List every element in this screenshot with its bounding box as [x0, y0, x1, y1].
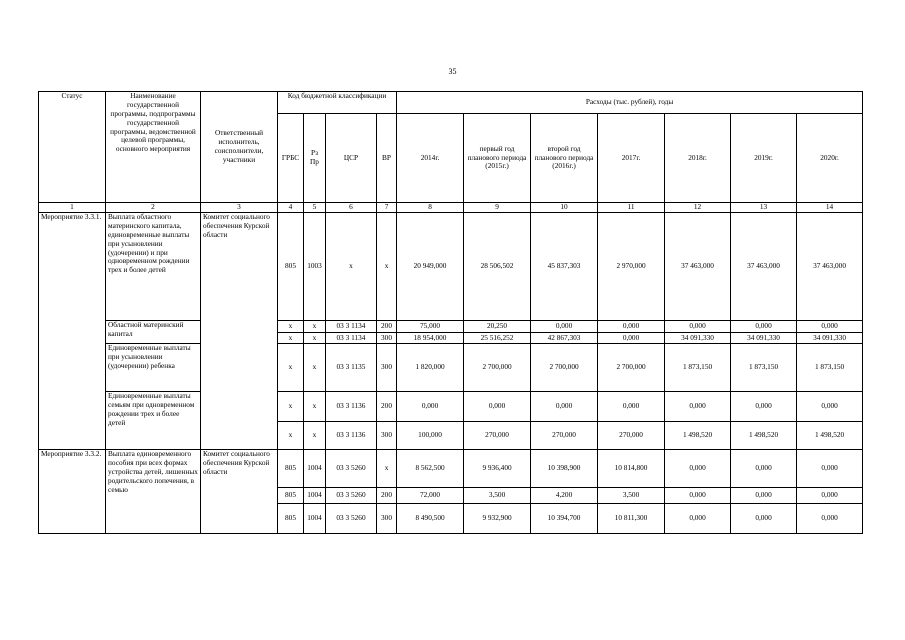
- row-name: Единовременные выплаты при усыновлении (удочерении) ребенка: [106, 344, 201, 392]
- cell-2017: 270,000: [598, 422, 665, 450]
- column-number: 11: [598, 203, 665, 213]
- header-vr: ВР: [377, 114, 397, 203]
- cell-2017: 0,000: [598, 321, 665, 333]
- header-rzpr: Рз Пр: [304, 114, 326, 203]
- cell-2018: 37 463,000: [665, 213, 731, 321]
- cell-grbs: 805: [278, 504, 304, 534]
- header-executor: Ответственный исполнитель, соисполнители, участники: [201, 92, 278, 203]
- cell-vr: 300: [377, 504, 397, 534]
- column-number: 5: [304, 203, 326, 213]
- cell-2020: 0,000: [797, 392, 863, 422]
- cell-2015: 20,250: [464, 321, 531, 333]
- cell-rzpr: 1003: [304, 213, 326, 321]
- cell-2020: 1 498,520: [797, 422, 863, 450]
- cell-2016: 0,000: [531, 321, 598, 333]
- cell-csr: 03 3 1135: [326, 344, 377, 392]
- cell-2019: 0,000: [731, 392, 797, 422]
- header-2018: 2018г.: [665, 114, 731, 203]
- cell-rzpr: x: [304, 422, 326, 450]
- cell-rzpr: x: [304, 392, 326, 422]
- cell-2017: 10 814,800: [598, 450, 665, 488]
- cell-2015: 28 506,502: [464, 213, 531, 321]
- cell-rzpr: 1004: [304, 488, 326, 504]
- cell-2018: 0,000: [665, 488, 731, 504]
- cell-grbs: 805: [278, 488, 304, 504]
- cell-grbs: x: [278, 333, 304, 344]
- cell-2019: 34 091,330: [731, 333, 797, 344]
- row-name: Выплата областного материнского капитала, единовременные выплаты при усыновлении (удочерении) и при одновременном рождении трех и более детей: [106, 213, 201, 321]
- cell-2016: 45 837,303: [531, 213, 598, 321]
- cell-2018: 1 498,520: [665, 422, 731, 450]
- cell-2018: 34 091,330: [665, 333, 731, 344]
- row-status: Мероприятие 3.3.2.: [39, 450, 106, 534]
- page-number: 35: [448, 67, 457, 76]
- cell-2015: 270,000: [464, 422, 531, 450]
- table-row: [39, 213, 863, 321]
- cell-2017: 2 700,000: [598, 344, 665, 392]
- cell-grbs: 805: [278, 450, 304, 488]
- cell-2014: 18 954,000: [397, 333, 464, 344]
- cell-2019: 0,000: [731, 488, 797, 504]
- cell-2015: 9 936,400: [464, 450, 531, 488]
- budget-table: [38, 91, 863, 534]
- cell-2020: 0,000: [797, 321, 863, 333]
- table-row: [39, 450, 863, 488]
- cell-grbs: x: [278, 422, 304, 450]
- header-grbs: ГРБС: [278, 114, 304, 203]
- header-budget-code: Код бюджетной классификации: [278, 92, 397, 114]
- cell-grbs: x: [278, 321, 304, 333]
- column-number: 4: [278, 203, 304, 213]
- cell-2017: 10 811,300: [598, 504, 665, 534]
- row-name: Областной материнский капитал: [106, 321, 201, 344]
- cell-2015: 0,000: [464, 392, 531, 422]
- cell-2017: 0,000: [598, 392, 665, 422]
- column-number: 3: [201, 203, 278, 213]
- column-number: 2: [106, 203, 201, 213]
- header-2015: первый год планового периода (2015г.): [464, 114, 531, 203]
- cell-2016: 270,000: [531, 422, 598, 450]
- column-number: 9: [464, 203, 531, 213]
- cell-2017: 0,000: [598, 333, 665, 344]
- cell-2019: 1 873,150: [731, 344, 797, 392]
- cell-2015: 25 516,252: [464, 333, 531, 344]
- cell-2020: 0,000: [797, 450, 863, 488]
- cell-csr: 03 3 5260: [326, 504, 377, 534]
- cell-2017: 3,500: [598, 488, 665, 504]
- cell-grbs: x: [278, 392, 304, 422]
- cell-2014: 0,000: [397, 392, 464, 422]
- cell-grbs: 805: [278, 213, 304, 321]
- cell-csr: 03 3 5260: [326, 488, 377, 504]
- cell-2014: 8 562,500: [397, 450, 464, 488]
- cell-csr: x: [326, 213, 377, 321]
- column-number: 12: [665, 203, 731, 213]
- table-row: [39, 344, 863, 392]
- row-executor: Комитет социального обеспечения Курской области: [201, 213, 278, 450]
- column-number: 13: [731, 203, 797, 213]
- cell-2015: 3,500: [464, 488, 531, 504]
- cell-2014: 75,000: [397, 321, 464, 333]
- row-name: Единовременные выплаты семьям при одновременном рождении трех и более детей: [106, 392, 201, 450]
- cell-2014: 1 820,000: [397, 344, 464, 392]
- table-row: [39, 321, 863, 333]
- cell-vr: 200: [377, 321, 397, 333]
- table-row: [39, 392, 863, 422]
- cell-csr: 03 3 1134: [326, 321, 377, 333]
- cell-2020: 34 091,330: [797, 333, 863, 344]
- column-number: 7: [377, 203, 397, 213]
- cell-2014: 100,000: [397, 422, 464, 450]
- cell-2020: 0,000: [797, 504, 863, 534]
- header-2016: второй год планового периода (2016г.): [531, 114, 598, 203]
- cell-vr: 300: [377, 333, 397, 344]
- cell-vr: x: [377, 450, 397, 488]
- cell-2018: 0,000: [665, 504, 731, 534]
- cell-csr: 03 3 1136: [326, 422, 377, 450]
- cell-2019: 0,000: [731, 321, 797, 333]
- cell-2015: 9 932,900: [464, 504, 531, 534]
- cell-2020: 1 873,150: [797, 344, 863, 392]
- cell-2019: 0,000: [731, 450, 797, 488]
- column-number: 1: [39, 203, 106, 213]
- cell-2016: 0,000: [531, 392, 598, 422]
- cell-2016: 2 700,000: [531, 344, 598, 392]
- cell-2020: 37 463,000: [797, 213, 863, 321]
- cell-rzpr: x: [304, 333, 326, 344]
- header-status: Статус: [39, 92, 106, 203]
- cell-csr: 03 3 1134: [326, 333, 377, 344]
- cell-vr: x: [377, 213, 397, 321]
- cell-2016: 42 867,303: [531, 333, 598, 344]
- cell-2020: 0,000: [797, 488, 863, 504]
- cell-2016: 4,200: [531, 488, 598, 504]
- header-2014: 2014г.: [397, 114, 464, 203]
- cell-2019: 1 498,520: [731, 422, 797, 450]
- cell-2017: 2 970,000: [598, 213, 665, 321]
- cell-vr: 200: [377, 488, 397, 504]
- cell-2019: 0,000: [731, 504, 797, 534]
- cell-rzpr: x: [304, 321, 326, 333]
- cell-2014: 20 949,000: [397, 213, 464, 321]
- cell-vr: 300: [377, 344, 397, 392]
- cell-2019: 37 463,000: [731, 213, 797, 321]
- row-executor: Комитет социального обеспечения Курской области: [201, 450, 278, 534]
- header-expenses: Расходы (тыс. рублей), годы: [397, 92, 863, 114]
- cell-2014: 8 490,500: [397, 504, 464, 534]
- cell-2018: 1 873,150: [665, 344, 731, 392]
- cell-2016: 10 394,700: [531, 504, 598, 534]
- header-csr: ЦСР: [326, 114, 377, 203]
- column-number: 6: [326, 203, 377, 213]
- cell-vr: 300: [377, 422, 397, 450]
- cell-rzpr: 1004: [304, 504, 326, 534]
- cell-rzpr: x: [304, 344, 326, 392]
- column-number: 14: [797, 203, 863, 213]
- cell-2018: 0,000: [665, 321, 731, 333]
- cell-2018: 0,000: [665, 392, 731, 422]
- cell-2015: 2 700,000: [464, 344, 531, 392]
- cell-2014: 72,000: [397, 488, 464, 504]
- column-number: 10: [531, 203, 598, 213]
- row-name: Выплата единовременного пособия при всех формах устройства детей, лишенных родительского попечения, в семью: [106, 450, 201, 534]
- cell-vr: 200: [377, 392, 397, 422]
- cell-csr: 03 3 5260: [326, 450, 377, 488]
- header-2020: 2020г.: [797, 114, 863, 203]
- column-number: 8: [397, 203, 464, 213]
- header-2019: 2019г.: [731, 114, 797, 203]
- cell-2018: 0,000: [665, 450, 731, 488]
- cell-2016: 10 398,900: [531, 450, 598, 488]
- header-2017: 2017г.: [598, 114, 665, 203]
- cell-grbs: x: [278, 344, 304, 392]
- cell-rzpr: 1004: [304, 450, 326, 488]
- cell-csr: 03 3 1136: [326, 392, 377, 422]
- header-name: Наименование государственной программы, подпрограммы государственной программы, ведомственной целевой программы, основного мероприятия: [106, 92, 201, 203]
- row-status: Мероприятие 3.3.1.: [39, 213, 106, 450]
